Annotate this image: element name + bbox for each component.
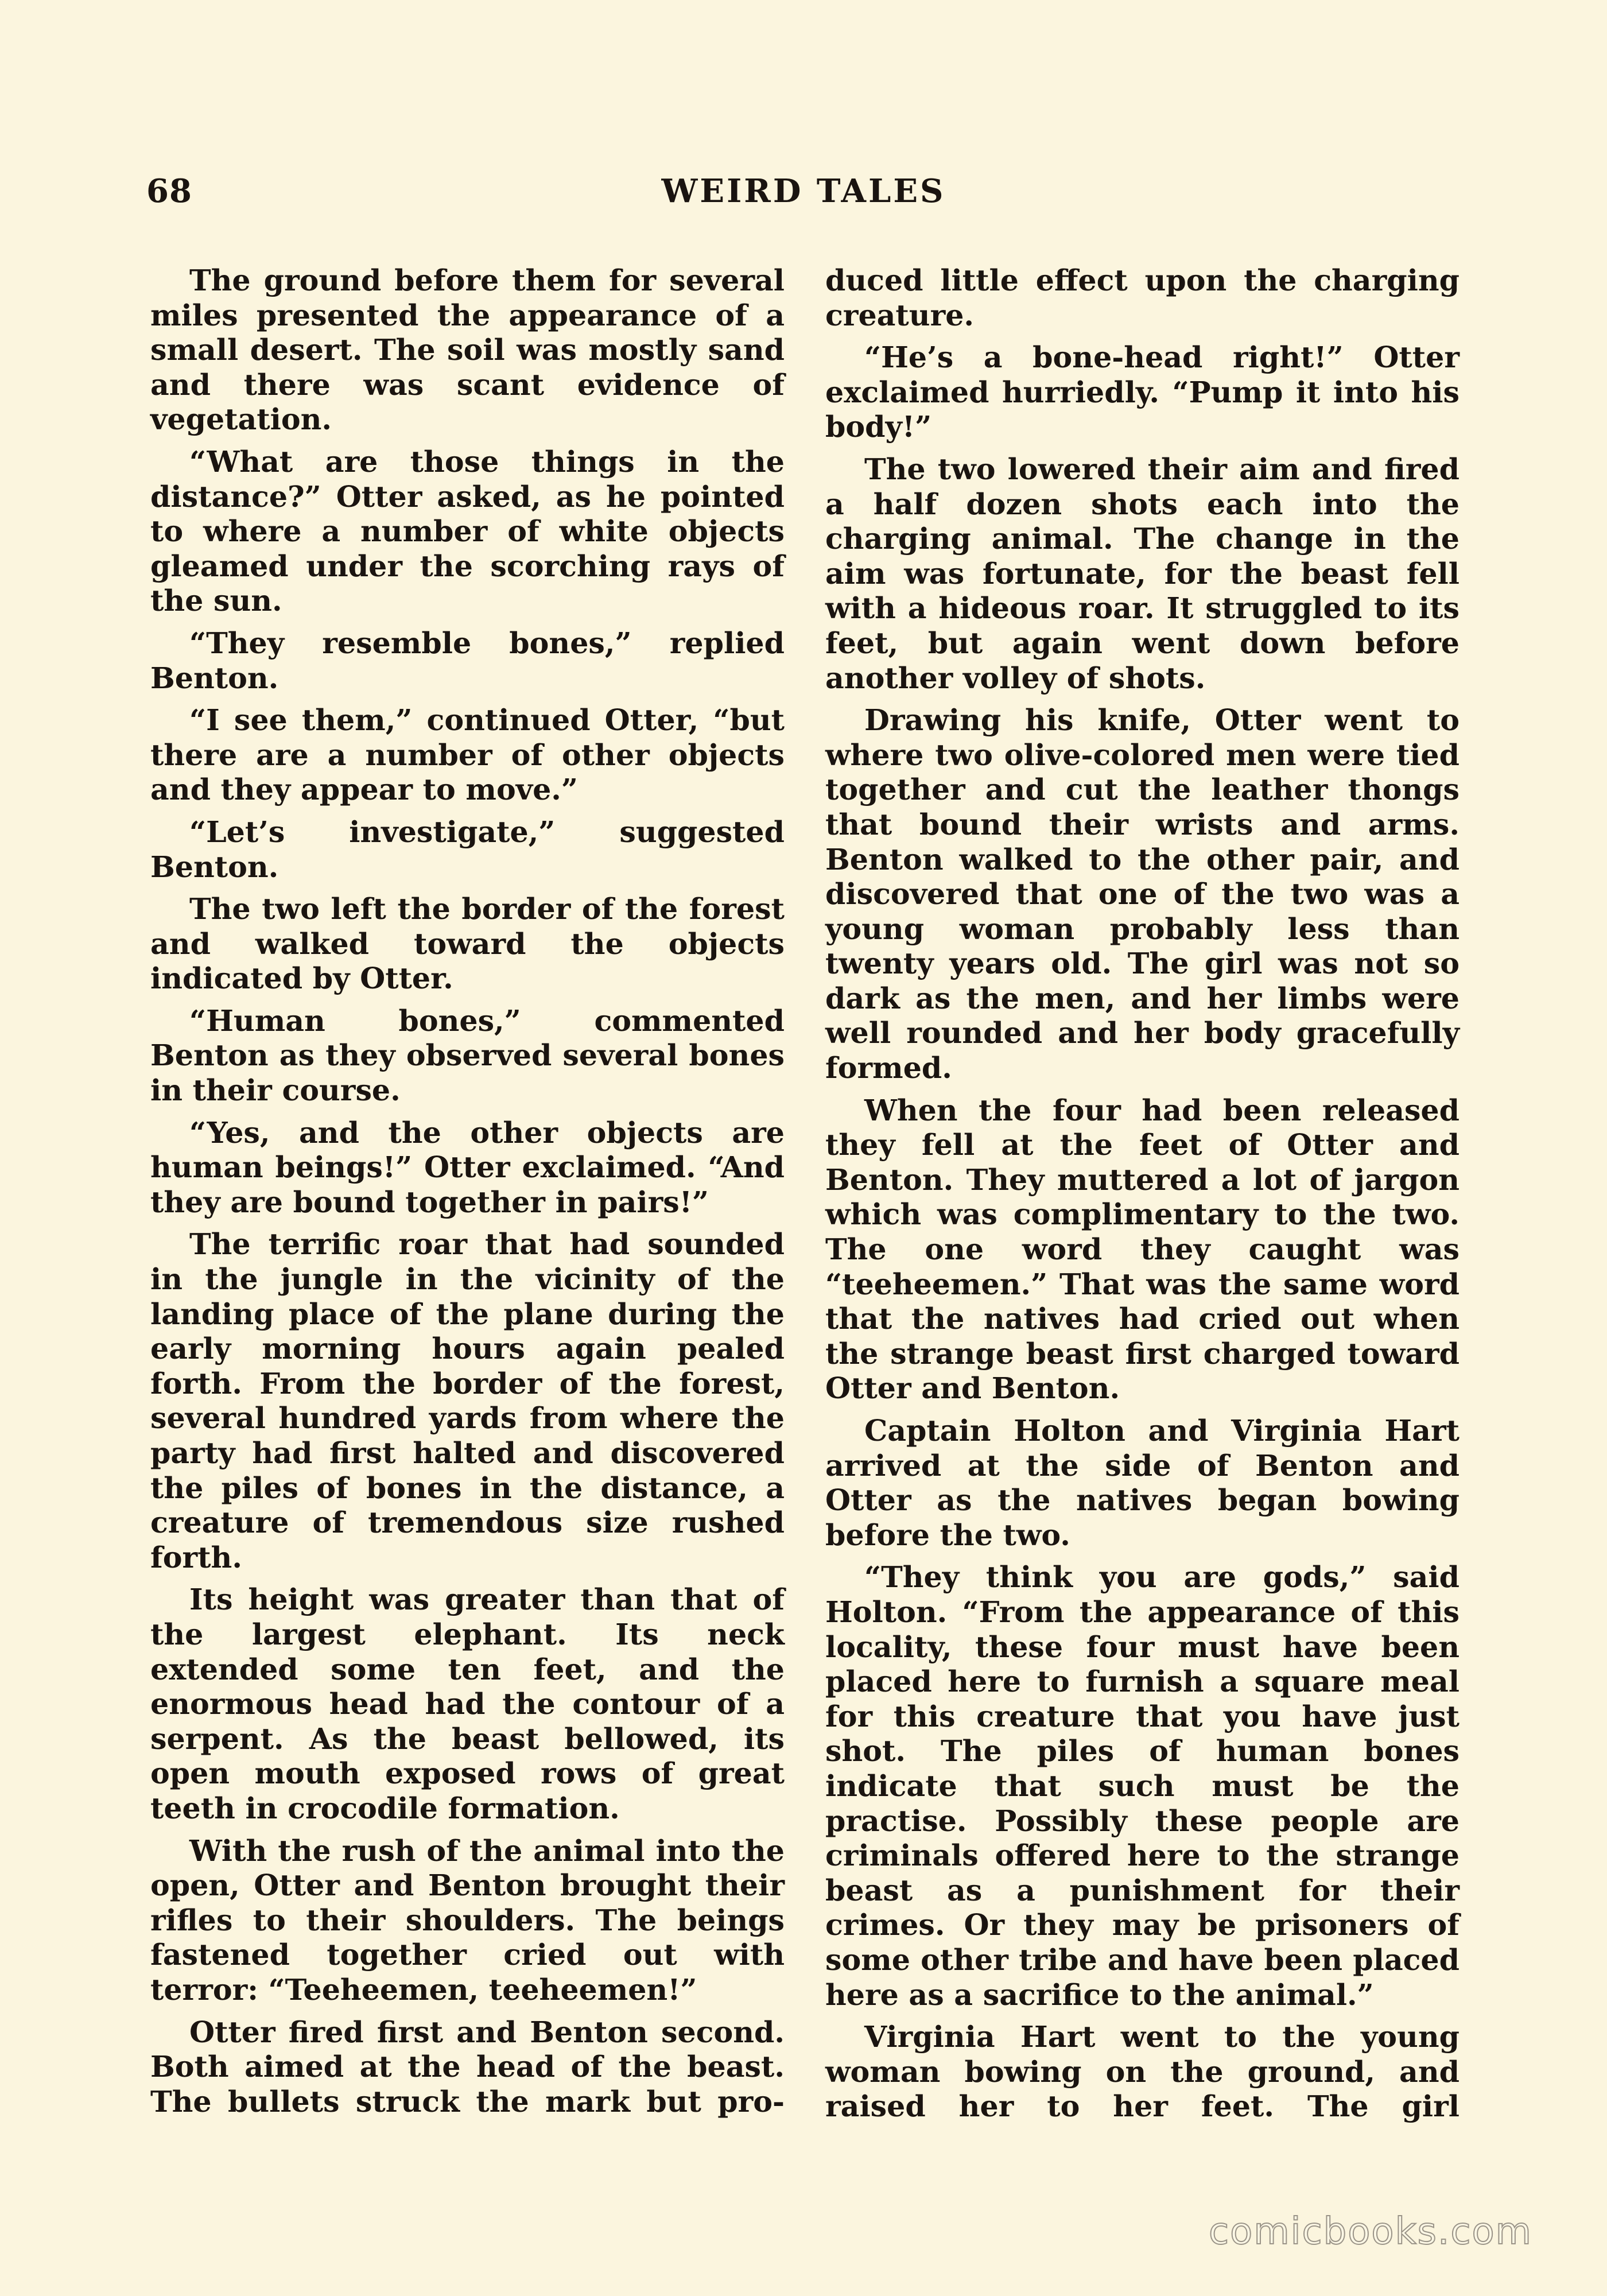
- paragraph: Virginia Hart went to the young woman bowing on the ground, and raised her to her feet. The girl: [825, 2019, 1460, 2124]
- paragraph: The ground before them for several miles presented the appearance of a small desert. The soil was mostly sand and there was scant evidence of vegetation.: [150, 263, 785, 437]
- paragraph: The terrific roar that had sounded in the jungle in the vicinity of the landing place of the plane during the early morning hours again pealed forth. From the border of the forest, several hundred yards from where the party had first halted and discovered the piles of bones in the distance, a creature of tremendous size rushed forth.: [150, 1227, 785, 1574]
- paragraph: Otter fired first and Benton second. Both aimed at the head of the beast. The bullets struck the mark but pro-: [150, 2014, 785, 2119]
- paragraph: Captain Holton and Virginia Hart arrived at the side of Benton and Otter as the natives began bowing before the two.: [825, 1413, 1460, 1552]
- left-column: [150, 263, 785, 2134]
- paragraph: With the rush of the animal into the open, Otter and Benton brought their rifles to their shoulders. The beings fastened together cried out with terror: “Teeheemen, teeheemen!”: [150, 1833, 785, 2007]
- paragraph: “They think you are gods,” said Holton. “From the appearance of this locality, these four must have been placed here to furnish a square meal for this creature that you have just shot. The piles of human bones indicate that such must be the practise. Possibly these people are criminals offered here to the strange beast as a punishment for their crimes. Or they may be prisoners of some other tribe and have been placed here as a sacrifice to the animal.”: [825, 1560, 1460, 2012]
- paragraph: The two left the border of the forest and walked toward the objects indicated by Otter.: [150, 891, 785, 996]
- paragraph: “He’s a bone-head right!” Otter exclaimed hurriedly. “Pump it into his body!”: [825, 340, 1460, 444]
- paragraph: “What are those things in the distance?” Otter asked, as he pointed to where a number of white objects gleamed under the scorching rays of the sun.: [150, 444, 785, 618]
- paragraph: The two lowered their aim and fired a half dozen shots each into the charging animal. The change in the aim was fortunate, for the beast fell with a hideous roar. It struggled to its feet, but again went down before another volley of shots.: [825, 451, 1460, 695]
- right-column: [825, 263, 1460, 2134]
- paragraph: “Let’s investigate,” suggested Benton.: [150, 814, 785, 884]
- paragraph: Drawing his knife, Otter went to where two olive-colored men were tied together and cut the leather thongs that bound their wrists and arms. Benton walked to the other pair, and discovered that one of the two was a young woman probably less than twenty years old. The girl was not so dark as the men, and her limbs were well rounded and her body gracefully formed.: [825, 703, 1460, 1085]
- page-number: 68: [146, 172, 192, 210]
- running-title: WEIRD TALES: [661, 172, 946, 210]
- paragraph: “I see them,” continued Otter, “but there are a number of other objects and they appear to move.”: [150, 703, 785, 807]
- paragraph: “They resemble bones,” replied Benton.: [150, 625, 785, 695]
- paragraph: Its height was greater than that of the largest elephant. Its neck extended some ten feet, and the enormous head had the contour of a serpent. As the beast bellowed, its open mouth exposed rows of great teeth in crocodile formation.: [150, 1582, 785, 1825]
- paragraph: “Yes, and the other objects are human beings!” Otter exclaimed. “And they are bound together in pairs!”: [150, 1115, 785, 1219]
- paragraph: “Human bones,” commented Benton as they observed several bones in their course.: [150, 1003, 785, 1108]
- paragraph: When the four had been released they fell at the feet of Otter and Benton. They muttered a lot of jargon which was complimentary to the two. The one word they caught was “teeheemen.” That was the same word that the natives had cried out when the strange beast first charged toward Otter and Benton.: [825, 1092, 1460, 1406]
- watermark: comicbooks.com: [1208, 2210, 1532, 2253]
- paragraph-continuation: duced little effect upon the charging creature.: [825, 263, 1460, 332]
- page-header: [146, 172, 1461, 224]
